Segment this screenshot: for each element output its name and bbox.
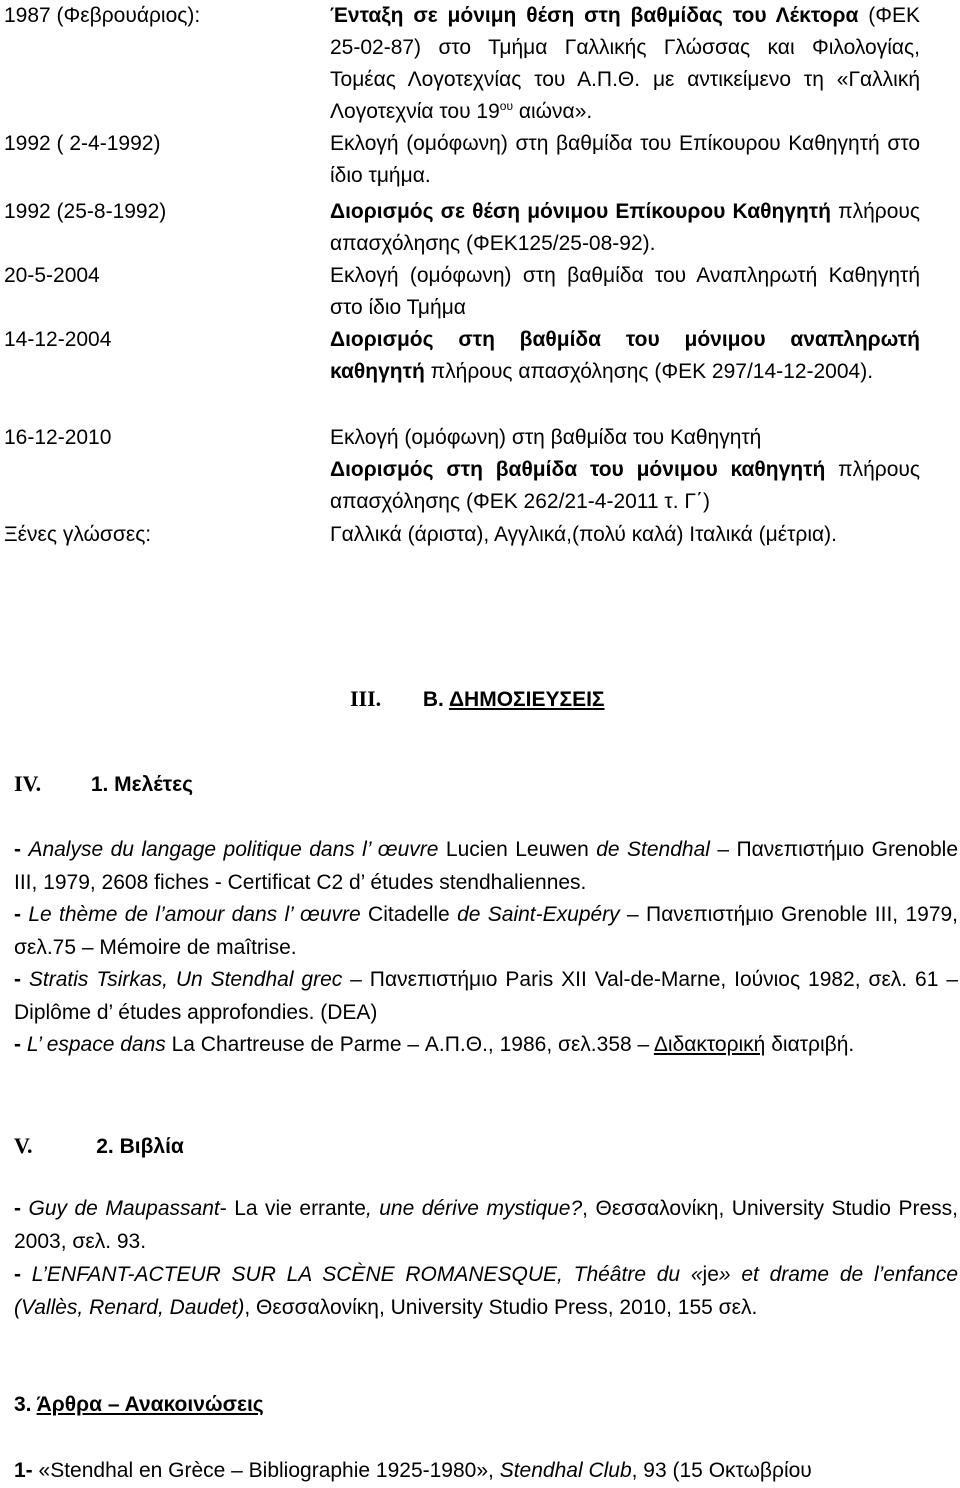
entry-date: 14-12-2004 xyxy=(4,328,112,351)
book-details: , Θεσσαλονίκη, University Studio Press, 2003, σελ. 93. xyxy=(14,1197,958,1253)
section-number: IV. xyxy=(14,771,42,796)
dash: - xyxy=(14,968,29,991)
entry-date: 20-5-2004 xyxy=(4,264,100,287)
dash: - xyxy=(14,838,29,861)
dash: - xyxy=(14,1263,32,1286)
section-title: ΔΗΜΟΣΙΕΥΣΕΙΣ xyxy=(448,688,605,711)
entry-bold-text: Διορισμός στη βαθμίδα του μόνιμου καθηγητή xyxy=(330,458,826,481)
entry-description: Εκλογή (ομόφωνη) στη βαθμίδα του Επίκουρου Καθηγητή στο ίδιο τμήμα. xyxy=(330,132,920,187)
entry-description xyxy=(330,196,920,260)
article-journal: Stendhal Club xyxy=(499,1459,632,1482)
section-heading-studies xyxy=(14,769,193,800)
section-number: 3. xyxy=(14,1393,37,1416)
section-title: 2. Βιβλία xyxy=(96,1135,184,1158)
entry-date: 1992 (25-8-1992) xyxy=(4,200,167,223)
entry-description: Εκλογή (ομόφωνη) στη βαθμίδα του Αναπληρωτή Καθηγητή στο ίδιο Τμήμα xyxy=(330,264,920,319)
book-title: - La vie errante xyxy=(219,1197,366,1220)
study-item xyxy=(14,964,958,1029)
entry-date: 1987 (Φεβρουάριος): xyxy=(4,4,201,27)
article-item xyxy=(14,1455,958,1488)
article-details: , 93 (15 Οκτωβρίου xyxy=(631,1459,812,1482)
entry-description: Γαλλικά (άριστα), Αγγλικά,(πολύ καλά) Ιταλικά (μέτρια). xyxy=(330,523,837,546)
study-details: – Πανεπιστήμιο Grenoble III, 1979, 2608 fiches - Certificat C2 d’ études stendhaliennes. xyxy=(14,838,958,894)
entry-description xyxy=(330,0,920,128)
study-item xyxy=(14,899,958,964)
section-heading-publications xyxy=(350,684,605,715)
entry-bold-text: Διορισμός σε θέση μόνιμου Επίκουρου Καθηγητή xyxy=(330,200,831,223)
study-item xyxy=(14,1029,958,1062)
study-author: de Saint-Exupéry xyxy=(457,903,620,926)
superscript: ου xyxy=(499,99,514,113)
book-author: Guy de Maupassant xyxy=(28,1197,220,1220)
study-title: L’ espace dans xyxy=(26,1033,166,1056)
entry-text-end: αιώνα». xyxy=(513,100,593,123)
dash: - xyxy=(14,903,29,926)
dash: - xyxy=(14,1033,27,1056)
study-type: Διδακτορική xyxy=(653,1033,766,1056)
section-title-prefix: Β. xyxy=(422,688,449,711)
study-title: Analyse du langage politique dans l’ œuvre xyxy=(28,838,439,861)
article-title: «Stendhal en Grèce – Bibliographie 1925-1980», xyxy=(32,1459,500,1482)
book-subtitle: , une dérive mystique? xyxy=(365,1197,583,1220)
entry-date: 1992 ( 2-4-1992) xyxy=(4,132,161,155)
study-item xyxy=(14,834,958,899)
book-title-end: » et drame de l’enfance (Vallès, Renard, Daudet) xyxy=(14,1263,959,1319)
section-title: 1. Μελέτες xyxy=(90,773,194,796)
dash: - xyxy=(14,1197,29,1220)
study-details: – Πανεπιστήμιο Grenoble III, 1979, σελ.75 – Mémoire de maîtrise. xyxy=(14,903,959,959)
entry-text: πλήρους απασχόλησης (ΦΕΚ 262/21-4-2011 τ. Γ΄) xyxy=(330,458,921,513)
study-title: Le thème de l’amour dans l’ œuvre xyxy=(28,903,361,926)
section-number: V. xyxy=(14,1133,33,1158)
study-text: La Chartreuse de Parme – Α.Π.Θ., 1986, σελ.358 – xyxy=(165,1033,654,1056)
entry-text: (ΦΕΚ 25-02-87) στο Τμήμα Γαλλικής Γλώσσας και Φιλολογίας, Τομέας Λογοτεχνίας του Α.Π.Θ. με αντικείμενο τη «Γαλλική Λογοτεχνία του 19 xyxy=(330,4,920,123)
book-title: L’ENFANT-ACTEUR SUR LA SCÈNE ROMANESQUE, Théâtre du « xyxy=(31,1263,703,1286)
entry-date: Ξένες γλώσσες: xyxy=(4,523,152,546)
entry-date: 16-12-2010 xyxy=(4,426,112,449)
book-details: , Θεσσαλονίκη, University Studio Press, 2010, 155 σελ. xyxy=(244,1295,758,1319)
entry-bold-text: Ένταξη σε μόνιμη θέση στη βαθμίδας του Λέκτορα xyxy=(330,4,859,27)
section-heading-books xyxy=(14,1131,184,1162)
book-title-je: je xyxy=(702,1263,719,1286)
book-item xyxy=(14,1193,958,1258)
entry-text: πλήρους απασχόλησης (ΦΕΚ 297/14-12-2004). xyxy=(424,360,874,383)
study-details: – Πανεπιστήμιο Paris XII Val-de-Marne, Ιούνιος 1982, σελ. 61 – Diplôme d’ études approfondies. (DEA) xyxy=(14,968,959,1024)
entry-description xyxy=(330,324,920,388)
section-title: Άρθρα – Ανακοινώσεις xyxy=(36,1393,264,1416)
entry-line: Εκλογή (ομόφωνη) στη βαθμίδα του Καθηγητή xyxy=(330,426,762,449)
entry-text: πλήρους απασχόλησης (ΦΕΚ125/25-08-92). xyxy=(330,200,920,255)
study-author: de Stendhal xyxy=(596,838,710,861)
book-item xyxy=(14,1259,958,1324)
study-details: διατριβή. xyxy=(765,1033,855,1056)
study-text: Lucien Leuwen xyxy=(438,838,597,861)
section-number: III. xyxy=(350,686,382,711)
entry-bold-text: Διορισμός στη βαθμίδα του μόνιμου αναπληρωτή καθηγητή xyxy=(330,328,920,383)
study-title: Stratis Tsirkas, Un Stendhal grec xyxy=(28,968,343,991)
study-text: Citadelle xyxy=(360,903,458,926)
article-number: 1- xyxy=(14,1459,33,1482)
entry-description xyxy=(330,422,920,518)
section-heading-articles xyxy=(14,1390,264,1420)
